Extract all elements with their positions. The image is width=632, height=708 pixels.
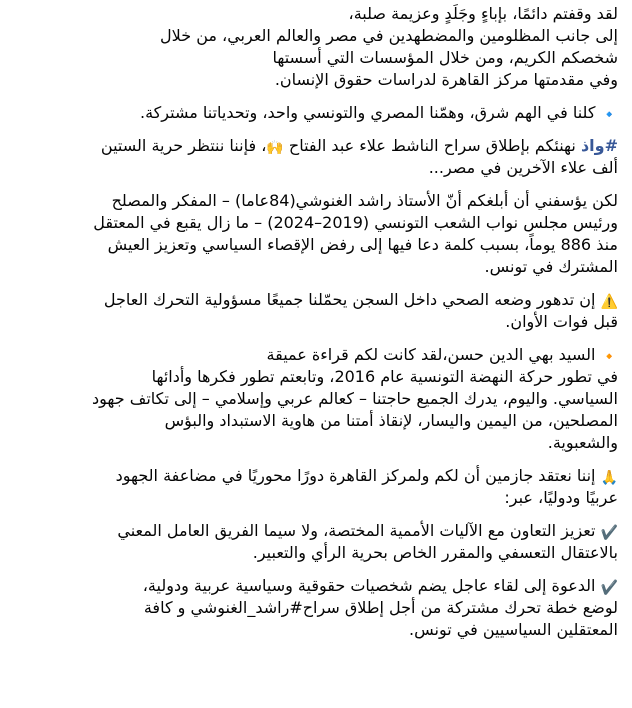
text-segment: نهنئكم بإطلاق سراح الناشط علاء عبد الفتاح [288,136,576,155]
text-segment: تعزيز التعاون مع الآليات الأممية المختصة، ولا سيما الفريق العامل المعني [117,521,596,540]
text-line: كلنا في الهم شرق، وهمّنا المصري والتونسي واحد، وتحدياتنا مشتركة. [140,103,596,122]
paragraph-health-warning [8,289,618,333]
paragraph-address [8,344,618,454]
text-line [8,575,618,597]
orange-diamond-icon: 🔸 [600,349,618,365]
text-segment: إن تدهور وضعه الصحي داخل السجن يحمّلنا جميعًا مسؤولية التحرك العاجل [103,290,596,309]
paragraph-shared-concern [8,102,618,124]
text-line: لقد وقفتم دائمًا، بإباءٍ وجَلَدٍ وعزيمة صلبة، [348,4,618,23]
paragraph-action-meeting [8,575,618,641]
check-mark-icon: ✔️ [600,580,618,596]
text-segment: السيد بهي الدين حسن،لقد كانت لكم قراءة عميقة [266,345,596,364]
blue-diamond-icon: 🔹 [600,107,618,123]
text-line: المعتقلين السياسيين في تونس. [409,620,618,639]
paragraph-congratulations [8,135,618,179]
text-line: لوضع خطة تحرك مشتركة من أجل إطلاق سراح#راشد_الغنوشي و كافة [143,598,618,617]
text-line: السياسي. واليوم، يدرك الجميع حاجتنا – كعالم عربي وإسلامي – إلى تكاتف جهود [92,389,618,408]
text-line: المشترك في تونس. [484,257,618,276]
paragraph-action-un [8,520,618,564]
text-line [8,135,618,157]
text-line: وفي مقدمتها مركز القاهرة لدراسات حقوق الإنسان. [274,70,618,89]
text-line: ألف علاء الآخرين في مصر... [428,158,618,177]
folded-hands-icon: 🙏 [600,470,618,486]
text-line [8,520,618,542]
text-line: قبل فوات الأوان. [505,312,618,331]
check-mark-icon: ✔️ [600,525,618,541]
text-line: والشعبوية. [547,433,618,452]
text-line: إلى جانب المظلومين والمضطهدين في مصر والعالم العربي، من خلال [160,26,618,45]
text-segment: الدعوة إلى لقاء عاجل يضم شخصيات حقوقية وسياسية عربية ودولية، [142,576,596,595]
text-line: ورئيس مجلس نواب الشعب التونسي (2019–2024) – ما زال يقبع في المعتقل [93,213,618,232]
text-line [8,289,618,311]
text-segment: إننا نعتقد جازمين أن لكم ولمركز القاهرة دورًا محوريًا في مضاعفة الجهود [115,466,596,485]
text-segment: ، فإننا ننتظر حرية الستين [100,136,267,155]
text-line: عربيًا ودوليًا، عبر: [504,488,618,507]
text-line: شخصكم الكريم، ومن خلال المؤسسات التي أسستها [272,48,618,67]
text-line: في تطور حركة النهضة التونسية عام 2016، وتابعتم تطور فكرها وأدائها [151,367,618,386]
paragraph-role [8,465,618,509]
warning-icon: ⚠️ [600,294,618,310]
text-line [8,344,618,366]
paragraph-support [8,3,618,91]
text-line: منذ 886 يوماً، بسبب كلمة دعا فيها إلى رفض الإقصاء السياسي وتعزيز العيش [107,235,618,254]
text-line: المصلحين، من اليمين واليسار، لإنقاذ أمتنا من هاوية الاستبداد والبؤس [164,411,618,430]
post-body [0,3,632,641]
paragraph-ghannouchi-detention [8,190,618,278]
raising-hands-icon: 🙌 [266,140,284,156]
text-line [8,465,618,487]
text-line: لكن يؤسفني أن أبلغكم أنّ الأستاذ راشد الغنوشي(84عاما) – المفكر والمصلح [111,191,618,210]
hashtag-link[interactable]: #واذ [580,136,618,155]
text-line: بالاعتقال التعسفي والمقرر الخاص بحرية الرأي والتعبير. [252,543,618,562]
